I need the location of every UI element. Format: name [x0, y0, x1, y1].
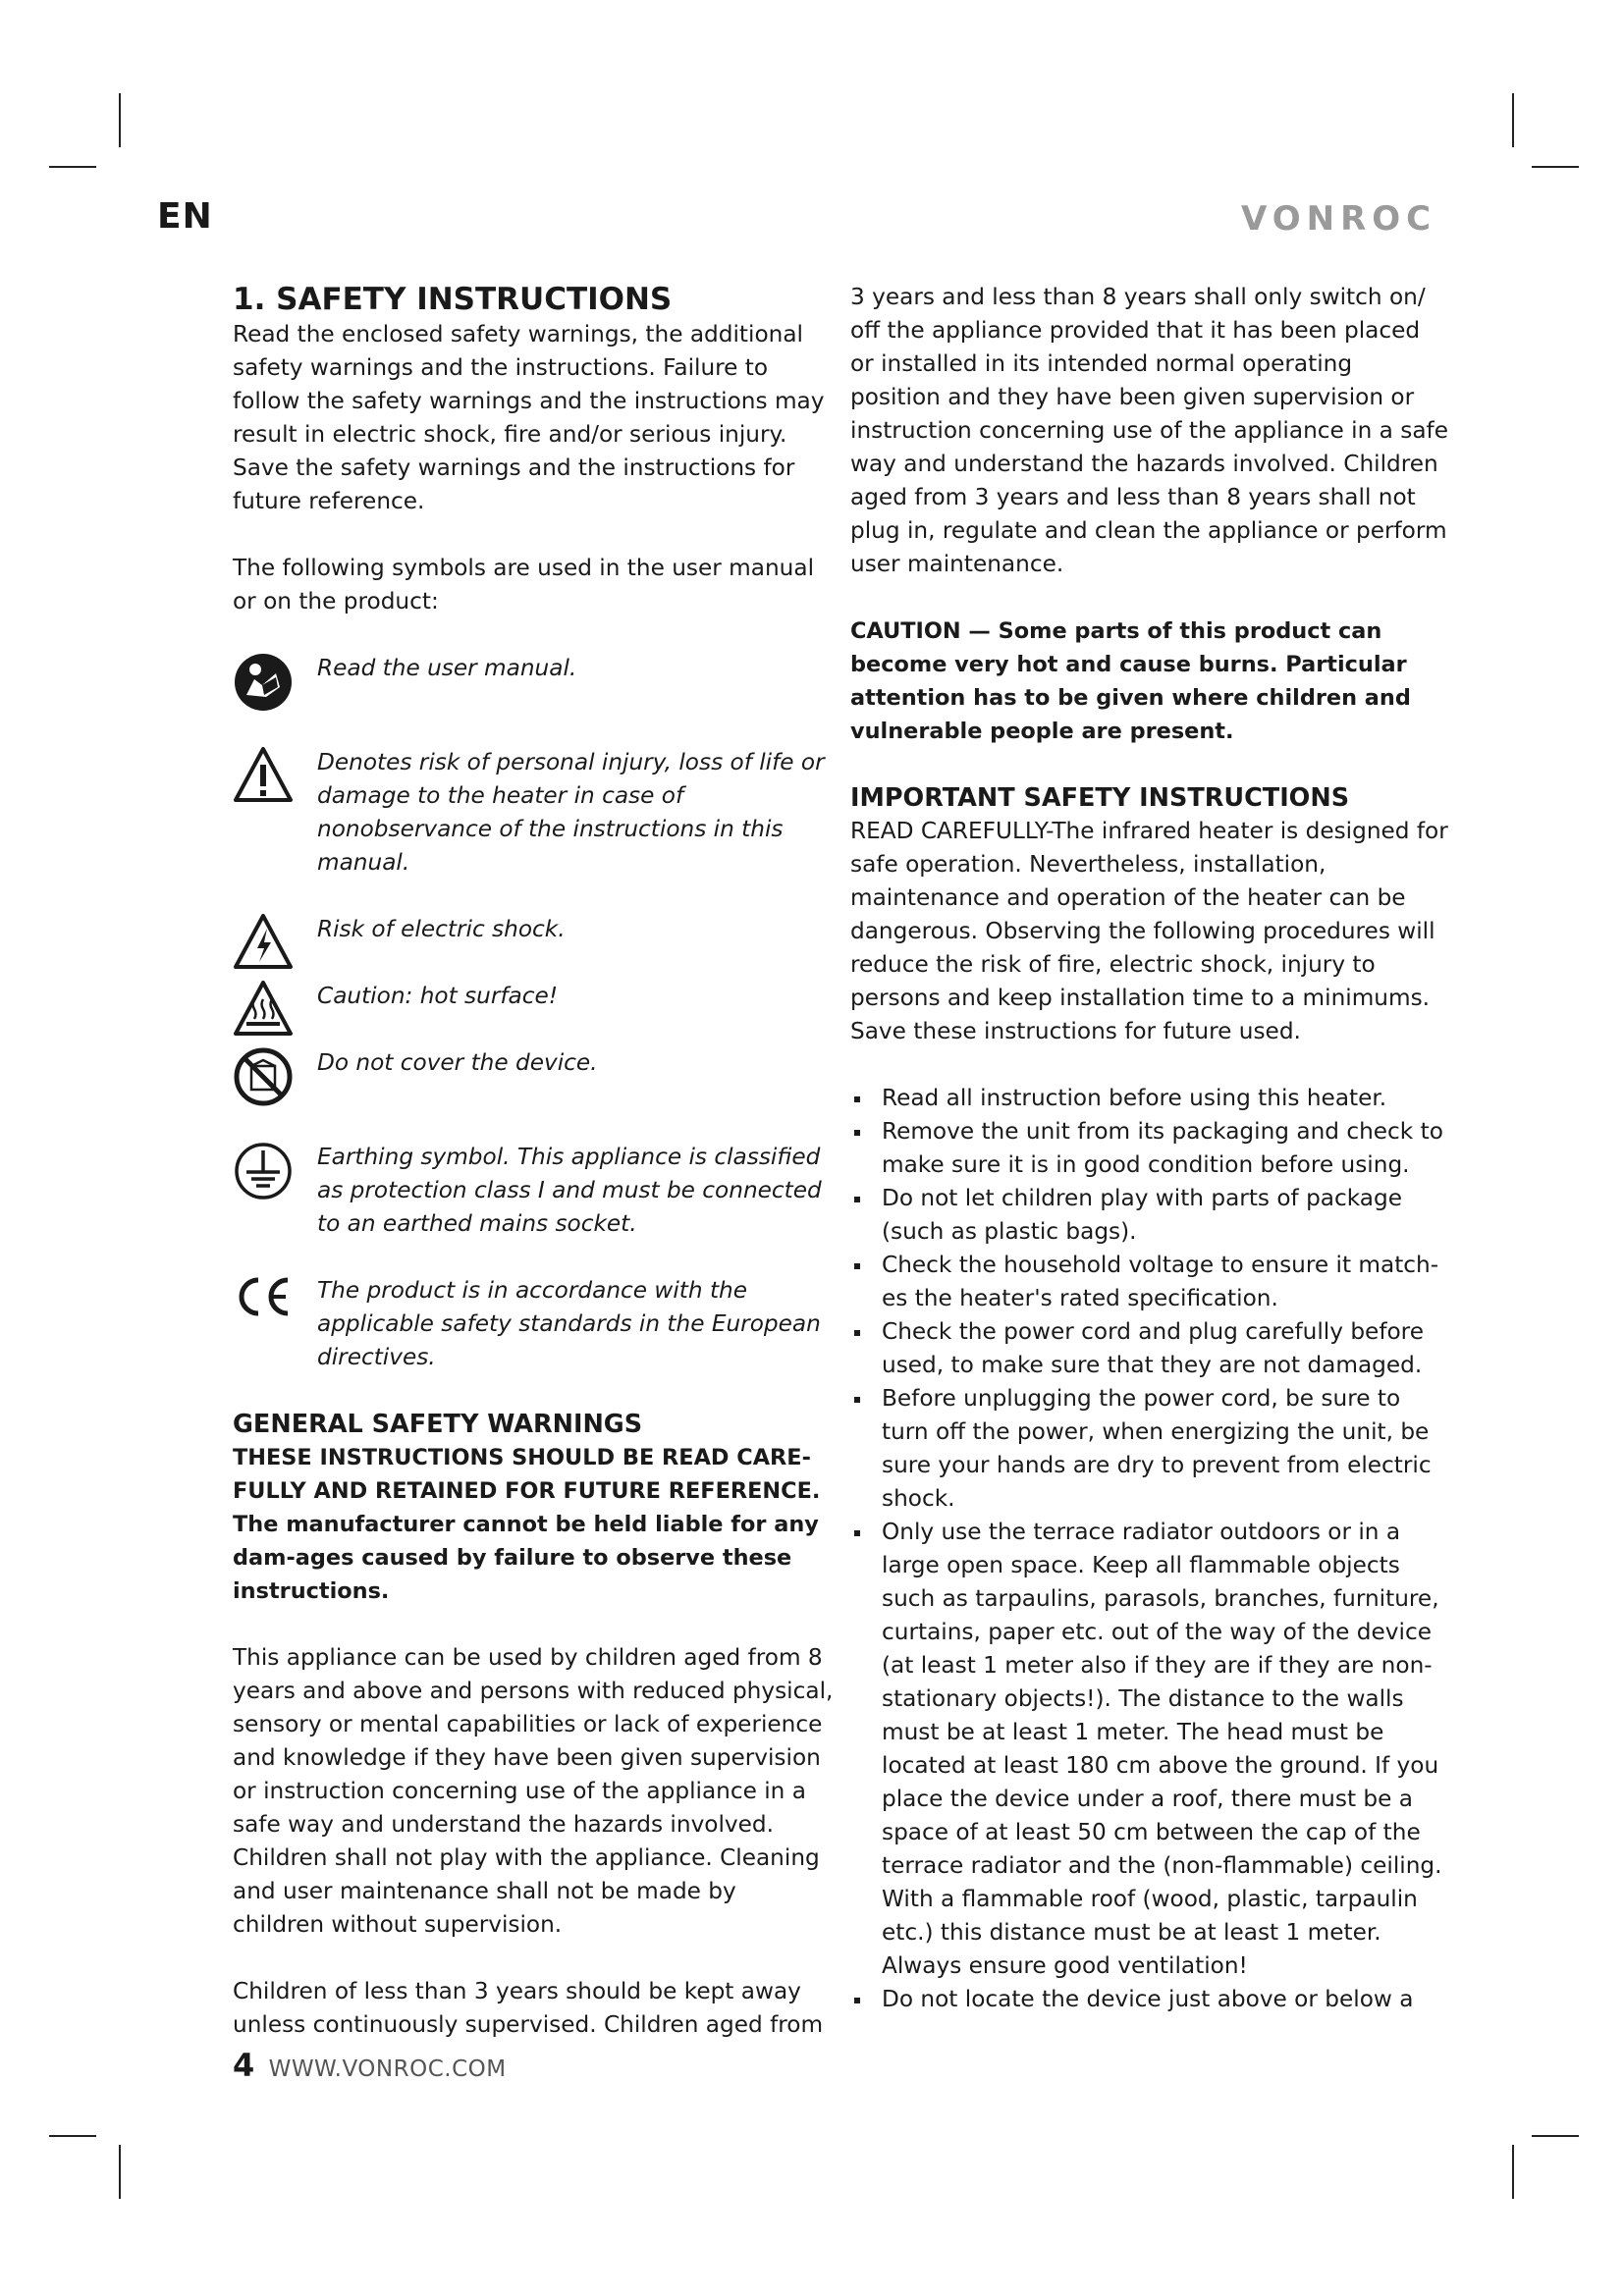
symbol-row — [233, 746, 834, 880]
symbol-row — [233, 1274, 834, 1374]
symbol-text: Risk of electric shock. — [317, 916, 566, 942]
list-item: Check the household voltage to ensure it match-es the heater's rated specification. — [850, 1249, 1449, 1315]
symbol-text: Do not cover the device. — [317, 1049, 598, 1076]
important-paragraph: READ CAREFULLY-The infrared heater is designed for safe operation. Nevertheless, installation, maintenance and operation of the heater can be dangerous. Observing the following procedures will reduce the risk of fire, electric shock, injury to persons and keep installation time to a minimums. Save these instructions for future used. — [850, 818, 1448, 1044]
symbol-text: Earthing symbol. This appliance is classified as protection class I and must be connected to an earthed mains socket. — [317, 1144, 822, 1237]
read-manual-icon — [233, 652, 317, 713]
list-item: Do not locate the device just above or below a — [850, 1983, 1449, 2016]
safety-bullet-list — [850, 1082, 1449, 2016]
symbol-text: Caution: hot surface! — [317, 983, 559, 1009]
crop-mark — [1512, 93, 1514, 147]
children-paragraph: This appliance can be used by children aged from 8 years and above and persons with reduced physical, sensory or mental capabilities or lack of experience and knowledge if they have been given supervision or instruction concerning use of the appliance in a safe way and understand the hazards involved. Children shall not play with the appliance. Cleaning and user maintenance shall not be made by children without supervision. — [233, 1644, 834, 1938]
intro-paragraph: Read the enclosed safety warnings, the additional safety warnings and the instructions. Failure to follow the safety warnings and the instructions may result in electric shock, fire and/or serious injury. Save the safety warnings and the instructions for future reference. — [233, 321, 825, 514]
crop-mark — [1532, 2135, 1579, 2137]
list-item: Before unplugging the power cord, be sure to turn off the power, when energizing the unit, be sure your hands are dry to prevent from electric shock. — [850, 1382, 1449, 1516]
crop-mark — [1532, 166, 1579, 168]
children-paragraph-2: Children of less than 3 years should be kept away unless continuously supervised. Children aged from — [233, 1978, 824, 2038]
symbol-text: Denotes risk of personal injury, loss of life or damage to the heater in case of nonobservance of the instructions in this manual. — [317, 749, 825, 876]
list-item: Read all instruction before using this heater. — [850, 1082, 1449, 1115]
section-title: 1. SAFETY INSTRUCTIONS — [233, 282, 673, 317]
list-item: Check the power cord and plug carefully before used, to make sure that they are not damaged. — [850, 1315, 1449, 1382]
list-item: Only use the terrace radiator outdoors or in a large open space. Keep all flammable objects such as tarpaulins, parasols, branches, furniture, curtains, paper etc. out of the way of the device (at least 1 meter also if they are if they are non-stationary objects!). The distance to the walls must be at least 1 meter. The head must be located at least 180 cm above the ground. If you place the device under a roof, there must be a space of at least 50 cm between the cap of the terrace radiator and the (non-flammable) ceiling. With a flammable roof (wood, plastic, tarpaulin etc.) this distance must be at least 1 meter. Always ensure good ventilation! — [850, 1516, 1449, 1983]
list-item: Do not let children play with parts of package (such as plastic bags). — [850, 1182, 1449, 1249]
left-column — [233, 281, 834, 2042]
symbol-text: Read the user manual. — [317, 655, 577, 681]
crop-mark — [49, 2135, 96, 2137]
continuation-paragraph: 3 years and less than 8 years shall only switch on/ off the appliance provided that it has been placed or installed in its intended normal operating position and they have been given supervision or instruction concerning use of the appliance in a safe way and understand the hazards involved. Children aged from 3 years and less than 8 years shall not plug in, regulate and clean the appliance or perform user maintenance. — [850, 284, 1448, 577]
crop-mark — [119, 2145, 121, 2199]
brand-logo-text: VONROC — [1241, 199, 1437, 238]
earthing-icon — [233, 1141, 317, 1201]
warning-icon — [233, 746, 317, 803]
ce-mark-icon — [233, 1274, 317, 1319]
symbol-text: The product is in accordance with the applicable safety standards in the European directives. — [317, 1277, 821, 1370]
crop-mark — [119, 93, 121, 147]
symbol-row — [233, 1141, 834, 1241]
symbols-intro: The following symbols are used in the user manual or on the product: — [233, 555, 815, 614]
right-column — [850, 281, 1449, 2016]
important-safety-heading: IMPORTANT SAFETY INSTRUCTIONS — [850, 783, 1350, 813]
symbol-row — [233, 652, 834, 713]
symbol-row — [233, 913, 834, 970]
crop-mark — [1512, 2145, 1514, 2199]
caution-paragraph: CAUTION — Some parts of this product can become very hot and cause burns. Particular attention has to be given where children and vulnerable people are present. — [850, 618, 1411, 744]
language-code: EN — [157, 196, 213, 237]
hot-surface-icon — [233, 980, 317, 1037]
brand-logo — [1241, 198, 1437, 241]
symbol-row — [233, 980, 834, 1037]
page-number: 4 — [233, 2047, 255, 2084]
general-safety-heading: GENERAL SAFETY WARNINGS — [233, 1410, 643, 1439]
page-footer — [233, 2047, 507, 2084]
do-not-cover-icon — [233, 1046, 317, 1107]
website-url: WWW.VONROC.COM — [268, 2056, 507, 2082]
general-safety-bold-text: THESE INSTRUCTIONS SHOULD BE READ CARE-FULLY AND RETAINED FOR FUTURE REFERENCE. The manufacturer cannot be held liable for any dam-ages caused by failure to observe these instructions. — [233, 1445, 821, 1604]
symbol-row — [233, 1046, 834, 1107]
crop-mark — [49, 166, 96, 168]
electric-shock-icon — [233, 913, 317, 970]
list-item: Remove the unit from its packaging and check to make sure it is in good condition before using. — [850, 1115, 1449, 1182]
